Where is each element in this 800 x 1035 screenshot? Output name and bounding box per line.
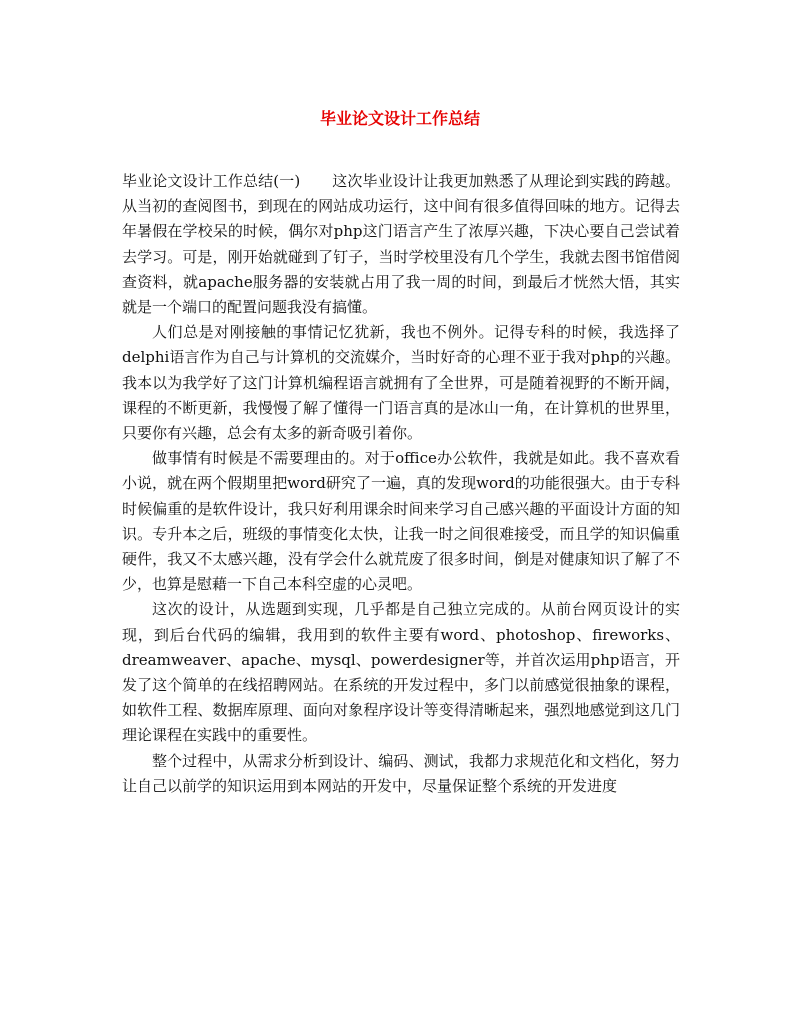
paragraph-4: 这次的设计，从选题到实现，几乎都是自己独立完成的。从前台网页设计的实现，到后台代码的编辑，我用到的软件主要有word、photoshop、fireworks、dreamweaver、apache、mysql、powerdesigner等，并首次运用php语言，开发了这个简单的在线招聘网站。在系统的开发过程中，多门以前感觉很抽象的课程，如软件工程、数据库原理、面向对象程序设计等变得清晰起来，强烈地感觉到这几门理论课程在实践中的重要性。 <box>122 600 680 745</box>
document-title: 毕业论文设计工作总结 <box>319 109 480 128</box>
paragraph-3: 做事情有时候是不需要理由的。对于office办公软件，我就是如此。我不喜欢看小说，就在两个假期里把word研究了一遍，真的发现word的功能很强大。由于专科时候偏重的是软件设计，我只好利用课余时间来学习自己感兴趣的平面设计方面的知识。专升本之后，班级的事情变化太快，让我一时之间很难接受，而且学的知识偏重硬件，我又不太感兴趣，没有学会什么就荒废了很多时间，倒是对健康知识了解了不少，也算是慰藉一下自己本科空虚的心灵吧。 <box>122 449 680 594</box>
paragraph-1-text: 这次毕业设计让我更加熟悉了从理论到实践的跨越。从当初的查阅图书，到现在的网站成功运行，这中间有很多值得回味的地方。记得去年暑假在学校呆的时候，偶尔对php这门语言产生了浓厚兴趣，下决心要自己尝试着去学习。可是，刚开始就碰到了钉子，当时学校里没有几个学生，我就去图书馆借阅查资料，就apache服务器的安装就占用了我一周的时间，到最后才恍然大悟，其实就是一个端口的配置问题我没有搞懂。 <box>122 172 680 317</box>
document-body <box>122 169 680 799</box>
paragraph-2: 人们总是对刚接触的事情记忆犹新，我也不例外。记得专科的时候，我选择了delphi语言作为自己与计算机的交流媒介，当时好奇的心理不亚于我对php的兴趣。我本以为我学好了这门计算机编程语言就拥有了全世界，可是随着视野的不断开阔，课程的不断更新，我慢慢了解了懂得一门语言真的是冰山一角，在计算机的世界里，只要你有兴趣，总会有太多的新奇吸引着你。 <box>122 323 680 443</box>
paragraph-5: 整个过程中，从需求分析到设计、编码、测试，我都力求规范化和文档化，努力让自己以前学的知识运用到本网站的开发中，尽量保证整个系统的开发进度 <box>122 751 680 795</box>
paragraph-1 <box>122 169 680 320</box>
section-heading: 毕业论文设计工作总结(一) <box>122 172 301 190</box>
